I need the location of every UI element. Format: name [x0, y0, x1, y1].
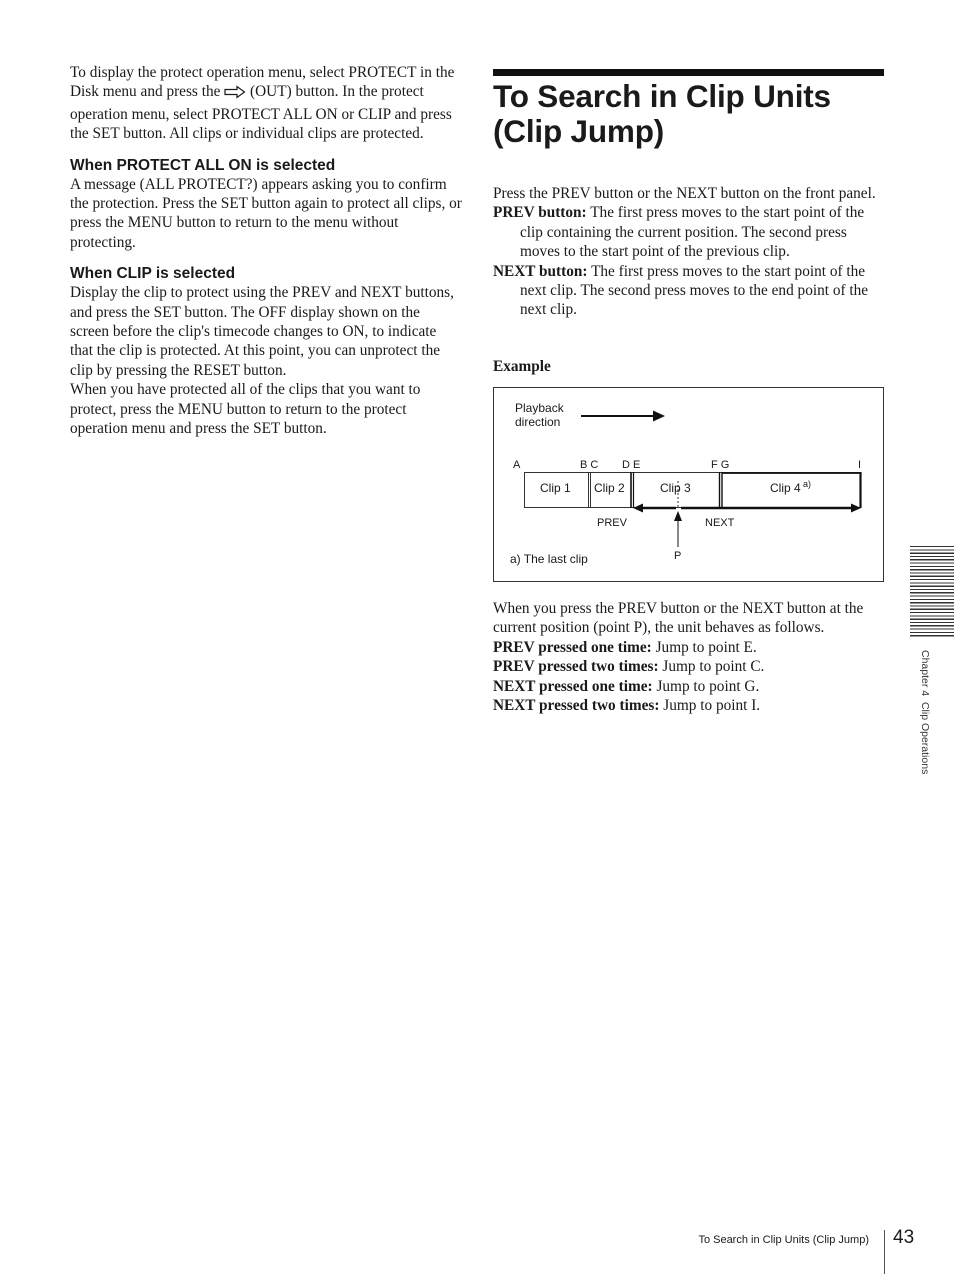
point-p-label: P — [674, 550, 682, 562]
clip-1-label: Clip 1 — [540, 481, 571, 495]
page-number: 43 — [893, 1227, 915, 1248]
clip-jump-intro: Press the PREV button or the NEXT button on the front panel. — [493, 185, 876, 202]
behavior-item: NEXT pressed two times: Jump to point I. — [493, 697, 761, 715]
clip-2-label: Clip 2 — [594, 481, 625, 495]
section-body-protect-all-on: A message (ALL PROTECT?) appears asking you to confirm the protection. Press the SET button again to protect all clips, or press the MENU button to return to the menu without protecting. — [70, 175, 462, 251]
point-i: I — [858, 459, 862, 471]
clip-track — [525, 473, 861, 508]
point-f-g: F G — [711, 459, 730, 471]
prev-button-description: PREV button: The first press moves to the start point of the clip containing the current position. The second press moves to the start point of the previous clip. — [493, 204, 865, 261]
point-b-c: B C — [580, 459, 599, 471]
section-body-clip-finish: When you have protected all of the clips that you want to protect, press the MENU button to return to the protect operation menu and press the SET button. — [70, 381, 421, 438]
behavior-intro: When you press the PREV button or the NEXT button at the current position (point P), the unit behaves as follows. — [493, 600, 864, 637]
example-label: Example — [493, 358, 551, 375]
playback-label-line1: Playback — [515, 401, 564, 415]
point-d-e: D E — [622, 459, 641, 471]
next-button-description: NEXT button: The first press moves to the start point of the next clip. The second press moves to the end point of the next clip. — [493, 262, 869, 319]
section-heading-clip: When CLIP is selected — [70, 265, 236, 283]
behavior-description — [493, 599, 888, 715]
out-arrow-icon — [224, 85, 246, 104]
clip-4-label: Clip 4 — [770, 481, 801, 495]
footer-divider — [884, 1230, 885, 1274]
clip-4-footnote-mark: a) — [803, 479, 812, 489]
right-column — [493, 184, 885, 320]
point-a: A — [513, 459, 521, 471]
section-body-clip: Display the clip to protect using the PREV and NEXT buttons, and press the SET button. The OFF display shown on the screen before the clip's timecode changes to ON, to indicate that the clip is protected. At this point, you can unprotect the clip by pressing the RESET button. — [70, 284, 454, 379]
playback-label-line2: direction — [515, 415, 561, 429]
prev-label: PREV — [597, 517, 627, 529]
chapter-side-label: Chapter 4 Clip Operations — [919, 650, 931, 775]
left-column — [70, 63, 462, 439]
next-label: NEXT — [705, 517, 735, 529]
behavior-item: NEXT pressed one time: Jump to point G. — [493, 677, 760, 695]
page-title: To Search in Clip Units (Clip Jump) — [493, 78, 831, 149]
clip-jump-diagram — [493, 387, 884, 582]
intro-paragraph: To display the protect operation menu, select PROTECT in the Disk menu and press the (OUT) button. In the protect operation menu, select PROTECT ALL ON or CLIP and press the SET button. All clips or individual clips are protected. — [70, 64, 455, 143]
diagram-footnote: a) The last clip — [510, 552, 588, 566]
section-heading-protect-all-on: When PROTECT ALL ON is selected — [70, 156, 336, 174]
chapter-thumb-tab — [910, 546, 954, 638]
behavior-item: PREV pressed two times: Jump to point C. — [493, 658, 765, 676]
footer-section-title: To Search in Clip Units (Clip Jump) — [698, 1234, 869, 1246]
clip-3-label: Clip 3 — [660, 481, 691, 495]
behavior-item: PREV pressed one time: Jump to point E. — [493, 638, 757, 656]
title-rule — [493, 69, 884, 76]
